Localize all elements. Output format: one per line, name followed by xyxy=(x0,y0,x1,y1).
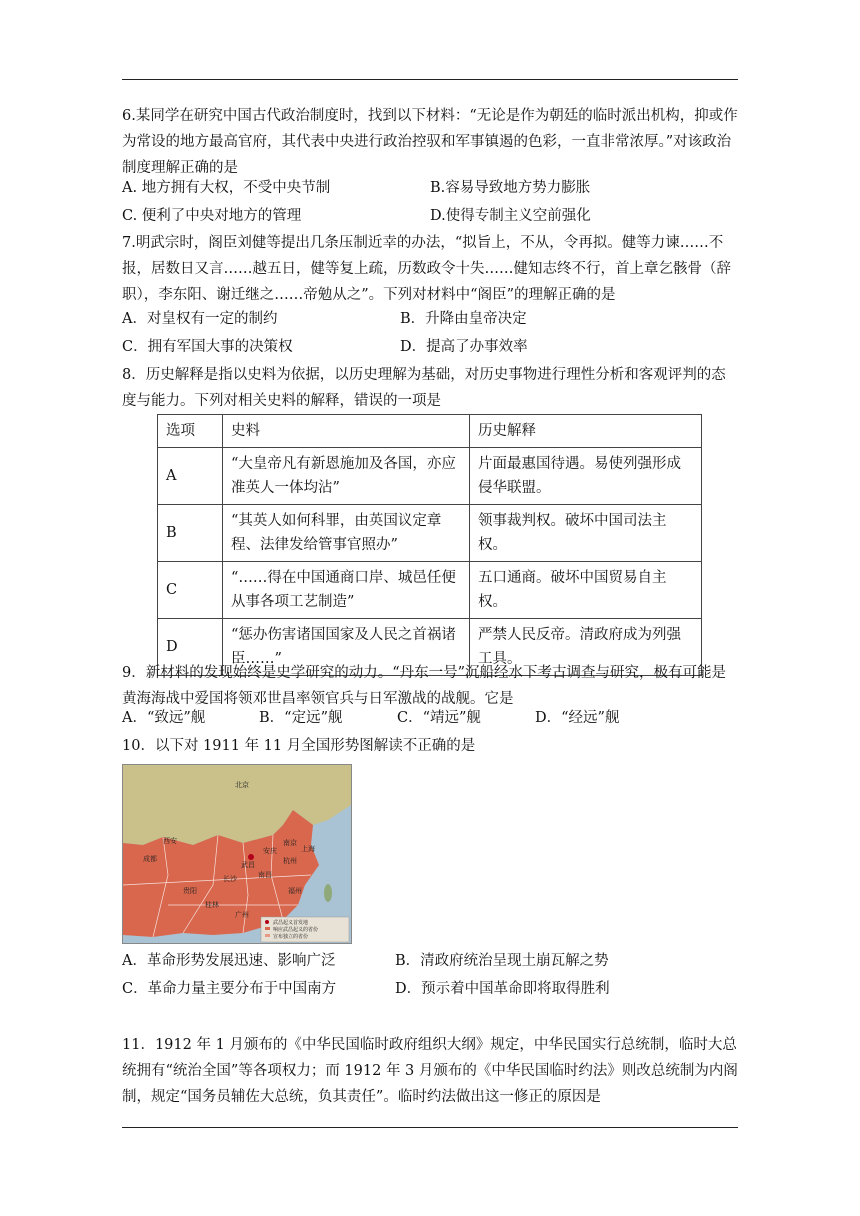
question-7-option-b[interactable]: B．升降由皇帝决定 xyxy=(400,311,527,327)
table-cell-source: “大皇帝凡有新恩施加及各国，亦应准英人一体均沾” xyxy=(223,448,470,505)
table-cell-source: “惩办伤害诸国国家及人民之首祸诸臣……” xyxy=(223,619,470,676)
question-10-option-c[interactable]: C．革命力量主要分布于中国南方 xyxy=(122,981,337,997)
map-taiwan xyxy=(324,884,332,902)
question-7-stem: 7.明武宗时，阁臣刘健等提出几条压制近幸的办法，“拟旨上，不从，令再拟。健等力谏……不报，居数日又言……越五日，健等复上疏，历数政令十失……健知志终不行，首上章乞骸骨（辞职），李东阳、谢迁继之……帝勉从之”。下列对材料中“阁臣”的理解正确的是 xyxy=(122,235,731,303)
footer-rule xyxy=(122,1127,738,1128)
question-6-stem: 6.某同学在研究中国古代政治制度时，找到以下材料：“无论是作为朝廷的临时派出机构，抑或作为常设的地方最高官府，其代表中央进行政治控驭和军事镇遏的色彩，一直非常浓厚。”对该政治制度理解正确的是 xyxy=(122,108,738,176)
question-8-stem: 8．历史解释是指以史料为依据，以历史理解为基础，对历史事物进行理性分析和客观评判的态度与能力。下列对相关史料的解释，错误的一项是 xyxy=(122,367,726,409)
map-label-nanjing: 南京 xyxy=(283,839,297,847)
question-9-options-row xyxy=(122,706,740,730)
map-label-shanghai: 上海 xyxy=(301,845,315,853)
map-legend-swatch-1 xyxy=(265,927,270,930)
map-wuchang-marker xyxy=(248,854,254,860)
question-10-options-row-1 xyxy=(122,949,740,973)
question-10-option-d[interactable]: D．预示着中国革命即将取得胜利 xyxy=(395,981,610,997)
question-10-options-row-2 xyxy=(122,977,740,1001)
map-label-fuzhou: 福州 xyxy=(288,887,302,895)
map-legend-item-1: 武昌起义首发地 xyxy=(273,920,309,926)
map-legend-marker-icon xyxy=(265,920,269,924)
map-label-wuchang: 武昌 xyxy=(241,861,255,869)
table-cell-source: “……得在中国通商口岸、城邑任便从事各项工艺制造” xyxy=(223,562,470,619)
question-7-option-c[interactable]: C．拥有军国大事的决策权 xyxy=(122,339,293,355)
table-header-option: 选项 xyxy=(158,415,223,448)
question-6-option-b[interactable]: B.容易导致地方势力膨胀 xyxy=(430,180,591,196)
question-10-stem: 10．以下对 1911 年 11 月全国形势图解读不正确的是 xyxy=(122,738,476,754)
question-9-option-c[interactable]: C．“靖远”舰 xyxy=(397,710,481,726)
table-cell-option: D xyxy=(158,619,223,676)
question-9-stem: 9．新材料的发现始终是史学研究的动力。“丹东一号”沉船经水下考古调查与研究，极有可能是黄海海战中爱国将领邓世昌率领官兵与日军激战的战舰。它是 xyxy=(122,665,727,707)
table-cell-option: B xyxy=(158,505,223,562)
table-row xyxy=(158,562,702,619)
question-9-option-b[interactable]: B．“定远”舰 xyxy=(259,710,343,726)
question-7-options-row-1 xyxy=(122,307,740,331)
question-7-options-row-2 xyxy=(122,335,740,359)
question-9-option-d[interactable]: D．“经远”舰 xyxy=(535,710,620,726)
question-10-option-a[interactable]: A．革命形势发展迅速、影响广泛 xyxy=(122,953,336,969)
map-label-hangzhou: 杭州 xyxy=(283,857,297,865)
table-cell-source: “其英人如何科罪，由英国议定章程、法律发给管事官照办” xyxy=(223,505,470,562)
question-6-option-a[interactable]: A. 地方拥有大权，不受中央节制 xyxy=(122,180,331,196)
table-header-row xyxy=(158,415,702,448)
map-label-anqing: 安庆 xyxy=(263,847,277,855)
map-label-guiyang: 贵阳 xyxy=(183,887,197,895)
table-cell-option: A xyxy=(158,448,223,505)
table-header-interpretation: 历史解释 xyxy=(470,415,702,448)
header-rule xyxy=(122,79,738,80)
table-cell-interpretation: 领事裁判权。破坏中国司法主权。 xyxy=(470,505,702,562)
map-label-guangzhou: 广州 xyxy=(235,911,249,919)
question-9-option-a[interactable]: A．“致远”舰 xyxy=(122,710,206,726)
question-6-options-row-1 xyxy=(122,176,740,200)
table-row xyxy=(158,505,702,562)
map-legend-item-3: 宣布独立的省份 xyxy=(273,934,309,940)
map-label-changsha: 长沙 xyxy=(223,875,237,883)
table-cell-interpretation: 五口通商。破坏中国贸易自主权。 xyxy=(470,562,702,619)
question-6-option-c[interactable]: C. 便利了中央对地方的管理 xyxy=(122,208,302,224)
map-label-chengdu: 成都 xyxy=(143,855,157,863)
map-label-beijing: 北京 xyxy=(235,781,249,789)
question-6-options-row-2 xyxy=(122,204,740,228)
revolution-situation-map xyxy=(122,764,352,944)
question-11-stem: 11．1912 年 1 月颁布的《中华民国临时政府组织大纲》规定，中华民国实行总统制，临时大总统拥有“统治全国”等各项权力；而 1912 年 3 月颁布的《中华民国临时约法》则改总统制为内阁制，规定“国务员辅佐大总统，负其责任”。临时约法做出这一修正的原因是 xyxy=(122,1037,738,1105)
map-figure xyxy=(123,765,351,943)
map-label-nanchang: 南昌 xyxy=(258,871,272,879)
question-10-option-b[interactable]: B．清政府统治呈现土崩瓦解之势 xyxy=(395,953,609,969)
question-6-option-d[interactable]: D.使得专制主义空前强化 xyxy=(430,208,591,224)
question-8-table xyxy=(157,414,702,676)
map-legend-item-2: 响应武昌起义的省份 xyxy=(273,927,319,933)
question-7-option-a[interactable]: A．对皇权有一定的制约 xyxy=(122,311,278,327)
table-header-source: 史料 xyxy=(223,415,470,448)
table-cell-interpretation: 严禁人民反帝。清政府成为列强工具。 xyxy=(470,619,702,676)
map-legend-swatch-2 xyxy=(265,934,270,937)
question-7-option-d[interactable]: D．提高了办事效率 xyxy=(400,339,528,355)
table-cell-interpretation: 片面最惠国待遇。易使列强形成侵华联盟。 xyxy=(470,448,702,505)
table-row xyxy=(158,448,702,505)
table-cell-option: C xyxy=(158,562,223,619)
map-legend xyxy=(261,917,349,942)
map-label-guilin: 桂林 xyxy=(205,901,219,909)
map-label-xian: 西安 xyxy=(163,837,177,845)
